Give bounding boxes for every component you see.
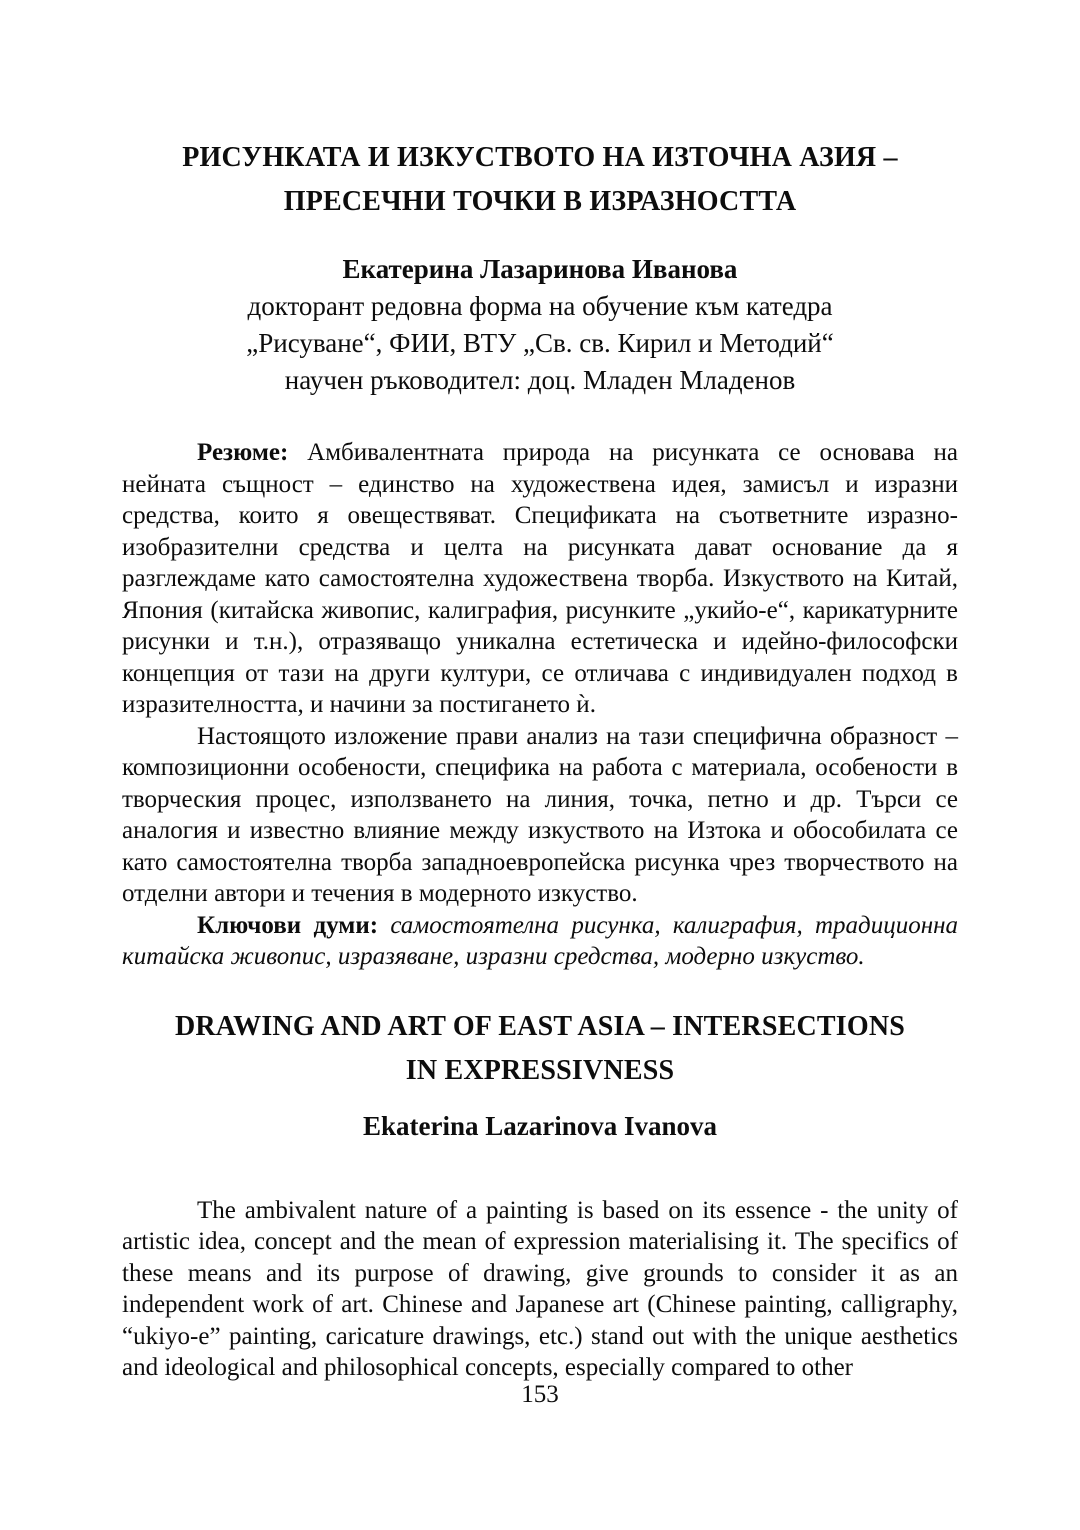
en-title-line-1: DRAWING AND ART OF EAST ASIA – INTERSECTIONS xyxy=(174,1010,906,1042)
abstract-text: Амбивалентната природа на рисунката се основава на нейната същност – единство на художествена идея, замисъл и изразни средства, които я овеществяват. Спецификата на съответните изразно-изобразителни средства и целта на рисунката дават основание да я разглеждаме като самостоятелна художествена творба. Изкуството на Китай, Япония (китайска живопис, калиграфия, рисунките „укийо-е“, карикатурните рисунки и т.н.), отразяващо уникална естетическа и идейно-философски концепция от тази на други култури, се отличава с индивидуален подход в изразителността, и начини за постигането ѝ. xyxy=(122,439,958,718)
bg-title xyxy=(122,136,958,224)
affiliation-line-1: докторант редовна форма на обучение към катедра xyxy=(247,291,833,321)
article-content xyxy=(122,0,958,1384)
bg-abstract-paragraph xyxy=(122,437,958,721)
bg-title-line-2: ПРЕСЕЧНИ ТОЧКИ В ИЗРАЗНОСТТА xyxy=(283,186,797,217)
bg-author-name: Екатерина Лазаринова Иванова xyxy=(342,254,738,284)
bg-second-paragraph: Настоящото изложение прави анализ на тази специфична образност – композиционни особености, специфика на работа с материала, особености в творческия процес, използването на линия, точка, петно и др. Търси се аналогия и известно влияние между изкуството на Изтока и обособилата се като самостоятелна творба западноевропейска рисунка чрез творчеството на отделни автори и течения в модерното изкуство. xyxy=(122,722,958,907)
bg-keywords-paragraph xyxy=(122,910,958,973)
en-abstract-paragraph: The ambivalent nature of a painting is based on its essence - the unity of artistic idea, concept and the mean of expression materialising it. The specifics of these means and its purpose of drawing, give grounds to consider it as an independent work of art. Chinese and Japanese art (Chinese painting, calligraphy, “ukiyo-e” painting, caricature drawings, etc.) stand out with the unique aesthetics and ideological and philosophical concepts, especially compared to other xyxy=(122,1196,958,1381)
keywords-text: самостоятелна рисунка, калиграфия, традиционна китайска живопис, изразяване, изразни средства, модерно изкуство. xyxy=(122,911,958,970)
abstract-label: Резюме: xyxy=(197,439,289,466)
affiliation-line-2: „Рисуване“, ФИИ, ВТУ „Св. св. Кирил и Методий“ xyxy=(246,328,834,358)
en-title-line-2: IN EXPRESSIVNESS xyxy=(405,1054,675,1086)
affiliation-line-3: научен ръководител: доц. Младен Младенов xyxy=(284,365,796,395)
en-author-name: Ekaterina Lazarinova Ivanova xyxy=(362,1110,718,1141)
keywords-label: Ключови думи: xyxy=(197,911,379,939)
page-number: 153 xyxy=(521,1381,559,1408)
en-title xyxy=(122,1005,958,1093)
bg-title-line-1: РИСУНКАТА И ИЗКУСТВОТО НА ИЗТОЧНА АЗИЯ – xyxy=(182,142,898,173)
bg-affiliation xyxy=(122,288,958,399)
